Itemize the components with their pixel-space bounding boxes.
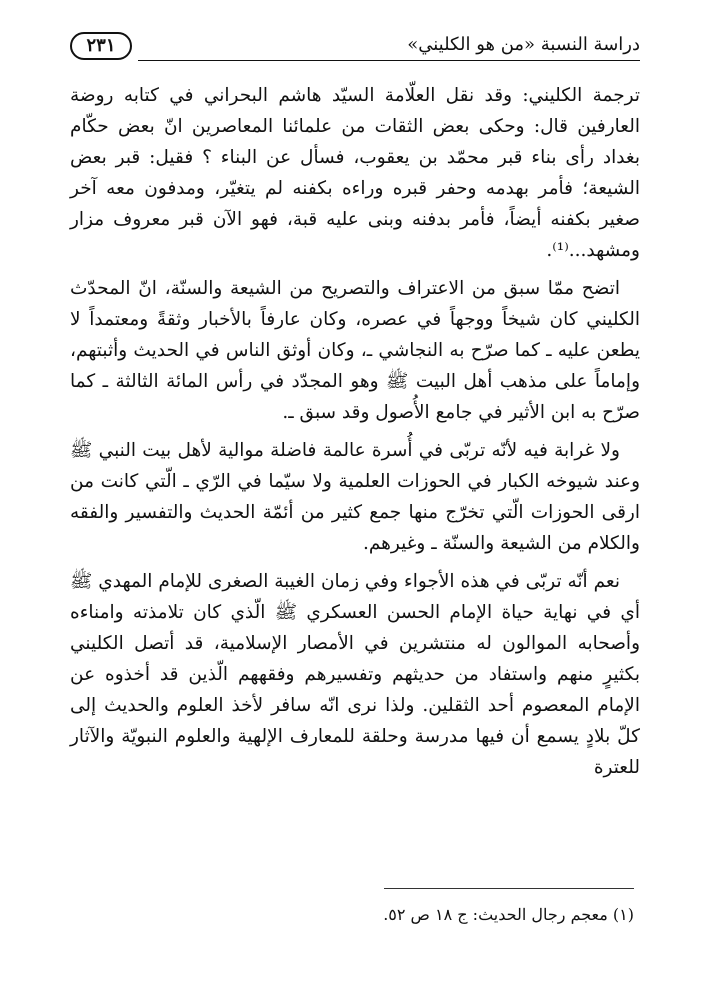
header-title: دراسة النسبة «من هو الكليني»: [407, 34, 640, 55]
paragraph-1: ترجمة الكليني: وقد نقل العلّامة السيّد هاشم البحراني في كتابه روضة العارفين قال: وحكى بعض الثقات من علمائنا المعاصرين انّ بعض حكّام بغداد رأى بناء قبر محمّد بن يعقوب، فسأل عن البناء ؟ فقيل: قبر بعض الشيعة؛ فأمر بهدمه وحفر قبره وراءه بكفنه لم يتغيّر، ومدفون معه آخر صغير بكفنه أيضاً، فأمر بدفنه وبنى عليه قبة، فهو الآن قبر معروف مزار ومشهد...⁽¹⁾.: [70, 85, 640, 261]
footnote: (١) معجم رجال الحديث: ج ١٨ ص ٥٢.: [383, 905, 634, 924]
footnote-separator: [384, 888, 634, 889]
paragraph-3: ولا غرابة فيه لأنّه تربّى في أُسرة عالمة فاضلة موالية لأهل بيت النبي ﷺ وعند شيوخه الكبار في الحوزات العلمية ولا سيّما في الرّي ـ الّتي كانت من ارقى الحوزات الّتي تخرّج منها جمع كثير من أئمّة الحديث والتفسير والفقه والكلام من الشيعة والسنّة ـ وغيرهم.: [70, 440, 640, 554]
paragraph-4: نعم أنّه تربّى في هذه الأجواء وفي زمان الغيبة الصغرى للإمام المهدي ﷺ أي في نهاية حياة الإمام الحسن العسكري ﷺ الّذي كان تلامذته وامناءه وأصحابه الموالون له منتشرين في الأمصار الإسلامية، قد أتصل الكليني بكثيرٍ منهم واستفاد من حديثهم وتفسيرهم وفقههم الّذين قد أخذوه عن الإمام المعصوم أحد الثقلين. ولذا نرى انّه سافر لأخذ العلوم والحديث إلى كلّ بلادٍ يسمع أن فيها مدرسة وحلقة للمعارف الإلهية والعلوم النبويّة والآثار للعترة: [70, 571, 640, 778]
page-number-badge: ٢٣١: [70, 32, 132, 60]
header-rule: [138, 60, 640, 61]
body-text: [70, 80, 640, 790]
paragraph-2: اتضح ممّا سبق من الاعتراف والتصريح من الشيعة والسنّة، انّ المحدّث الكليني كان شيخاً ووجهاً في عصره، وكان عارفاً بالأخبار وثقةً ومعتمداً لا يطعن عليه ـ كما صرّح به النجاشي ـ، وكان أوثق الناس في الحديث وأثبتهم، وإماماً على مذهب أهل البيت ﷺ وهو المجدّد في رأس المائة الثالثة ـ كما صرّح به ابن الأثير في جامع الأُصول وقد سبق ـ.: [70, 278, 640, 423]
running-header: [70, 30, 640, 66]
